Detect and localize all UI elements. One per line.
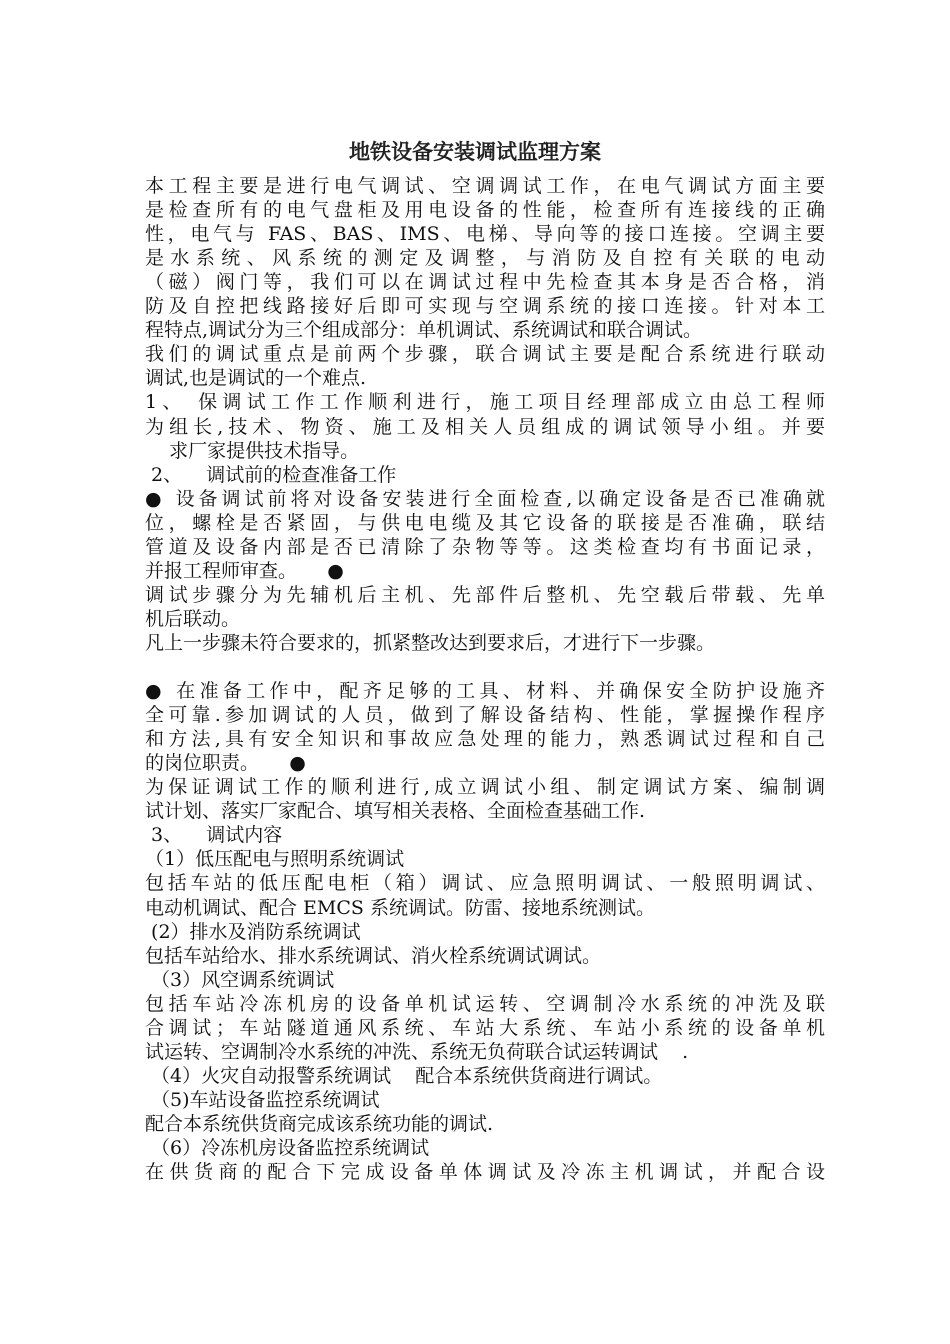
body-line: 配合本系统供货商完成该系统功能的调试. bbox=[145, 1112, 494, 1135]
body-line: 包括车站冷冻机房的设备单机试运转、空调制冷水系统的冲洗及联 bbox=[145, 992, 825, 1015]
document-title: 地铁设备安装调试监理方案 bbox=[349, 140, 601, 164]
body-line: 全可靠.参加调试的人员，做到了解设备结构、性能，掌握操作程序 bbox=[145, 704, 825, 727]
body-line: 管道及设备内部是否已清除了杂物等等。这类检查均有书面记录， bbox=[145, 535, 825, 558]
body-line: （5)车站设备监控系统调试 bbox=[145, 1088, 380, 1111]
body-line: 包括车站给水、排水系统调试、消火栓系统调试调试。 bbox=[145, 944, 602, 967]
body-line: 是检查所有的电气盘柜及用电设备的性能，检查所有连接线的正确 bbox=[145, 199, 825, 222]
body-line: (2）排水及消防系统调试 bbox=[145, 920, 361, 943]
body-line: （1）低压配电与照明系统调试 bbox=[145, 848, 405, 871]
body-line: 合调试；车站隧道通风系统、车站大系统、车站小系统的设备单机 bbox=[145, 1016, 825, 1039]
body-line: ● 在准备工作中，配齐足够的工具、材料、并确保安全防护设施齐 bbox=[145, 680, 825, 703]
body-line: 是水系统、风系统的测定及调整，与消防及自控有关联的电动 bbox=[145, 247, 825, 270]
body-line: （4）火灾自动报警系统调试 配合本系统供货商进行调试。 bbox=[145, 1064, 663, 1087]
body-line: 包括车站的低压配电柜（箱）调试、应急照明调试、一般照明调试、 bbox=[145, 872, 825, 895]
body-line: 试计划、落实厂家配合、填写相关表格、全面检查基础工作. bbox=[145, 800, 646, 823]
body-line: （3）风空调系统调试 bbox=[145, 968, 335, 991]
body-line: 的岗位职责。 ● bbox=[145, 752, 306, 775]
body-line: 性，电气与 FAS、BAS、IMS、电梯、导向等的接口连接。空调主要 bbox=[145, 223, 825, 246]
body-line: 防及自控把线路接好后即可实现与空调系统的接口连接。针对本工 bbox=[145, 295, 825, 318]
body-line: 并报工程师审查。 ● bbox=[145, 559, 344, 582]
body-line: 位，螺栓是否紧固，与供电电缆及其它设备的联接是否准确，联结 bbox=[145, 511, 825, 534]
body-line: 试运转、空调制冷水系统的冲洗、系统无负荷联合试运转调试 . bbox=[145, 1040, 689, 1063]
body-line: 调试,也是调试的一个难点. bbox=[145, 367, 367, 390]
body-line: 3、 调试内容 bbox=[145, 824, 283, 847]
body-line: 为组长,技术、物资、施工及相关人员组成的调试领导小组。并要 bbox=[145, 415, 825, 438]
body-line: ● 设备调试前将对设备安装进行全面检查,以确定设备是否已准确就 bbox=[145, 487, 825, 510]
body-line: 我们的调试重点是前两个步骤，联合调试主要是配合系统进行联动 bbox=[145, 343, 825, 366]
body-line: 程特点,调试分为三个组成部分：单机调试、系统调试和联合调试。 bbox=[145, 319, 703, 342]
body-line: 求厂家提供技术指导。 bbox=[145, 439, 360, 462]
body-line: 调试步骤分为先辅机后主机、先部件后整机、先空载后带载、先单 bbox=[145, 583, 825, 606]
body-line: 为保证调试工作的顺利进行,成立调试小组、制定调试方案、编制调 bbox=[145, 776, 825, 799]
body-line: 凡上一步骤未符合要求的，抓紧整改达到要求后，才进行下一步骤。 bbox=[145, 631, 716, 654]
body-line: （磁）阀门等，我们可以在调试过程中先检查其本身是否合格，消 bbox=[145, 271, 825, 294]
body-line: 1、 保调试工作工作顺利进行，施工项目经理部成立由总工程师 bbox=[145, 391, 825, 414]
body-line: 电动机调试、配合 EMCS 系统调试。防雷、接地系统测试。 bbox=[145, 896, 655, 919]
body-line: 本工程主要是进行电气调试、空调调试工作，在电气调试方面主要 bbox=[145, 175, 825, 197]
body-line: （6）冷冻机房设备监控系统调试 bbox=[145, 1137, 430, 1159]
body-line: 机后联动。 bbox=[145, 607, 241, 630]
body-line: 和方法,具有安全知识和事故应急处理的能力，熟悉调试过程和自己 bbox=[145, 728, 825, 751]
body-line: 在供货商的配合下完成设备单体调试及冷冻主机调试，并配合设 bbox=[145, 1161, 825, 1184]
body-line: 2、 调试前的检查准备工作 bbox=[145, 463, 397, 486]
